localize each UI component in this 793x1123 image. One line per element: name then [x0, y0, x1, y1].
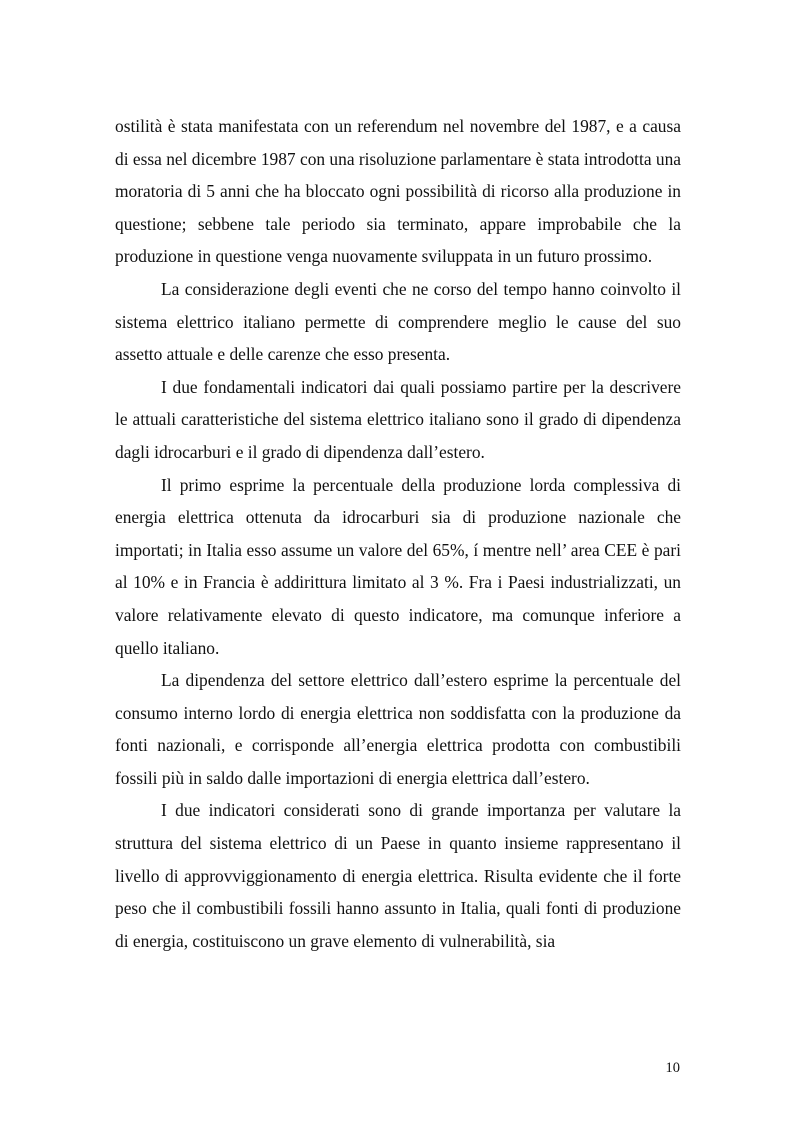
paragraph: Il primo esprime la percentuale della produzione lorda complessiva di energia elettrica ottenuta da idrocarburi sia di produzione nazionale che importati; in Italia esso assume un valore del 65%, í mentre nell’ area CEE è pari al 10% e in Francia è addirittura limitato al 3 %. Fra i Paesi industrializzati, un valore relativamente elevato di questo indicatore, ma comunque inferiore a quello italiano.	[115, 474, 681, 658]
paragraph-continuation: ostilità è stata manifestata con un referendum nel novembre del 1987, e a causa di essa nel dicembre 1987 con una risoluzione parlamentare è stata introdotta una moratoria di 5 anni che ha bloccato ogni possibilità di ricorso alla produzione in questione; sebbene tale periodo sia terminato, appare improbabile che la produzione in questione venga nuovamente sviluppata in un futuro prossimo.	[115, 116, 681, 267]
body-text	[115, 110, 681, 957]
paragraph: La dipendenza del settore elettrico dall’estero esprime la percentuale del consumo interno lordo di energia elettrica non soddisfatta con la produzione da fonti nazionali, e corrisponde all’energia elettrica prodotta con combustibili fossili più in saldo dalle importazioni di energia elettrica dall’estero.	[115, 670, 681, 788]
page-number: 10	[665, 1060, 680, 1076]
paragraph: I due fondamentali indicatori dai quali possiamo partire per la descrivere le attuali caratteristiche del sistema elettrico italiano sono il grado di dipendenza dagli idrocarburi e il grado di dipendenza dall’estero.	[115, 376, 681, 462]
paragraph: I due indicatori considerati sono di grande importanza per valutare la struttura del sistema elettrico di un Paese in quanto insieme rappresentano il livello di approvviggionamento di energia elettrica. Risulta evidente che il forte peso che il combustibili fossili hanno assunto in Italia, quali fonti di produzione di energia, costituiscono un grave elemento di vulnerabilità, sia	[115, 800, 681, 951]
paragraph: La considerazione degli eventi che ne corso del tempo hanno coinvolto il sistema elettrico italiano permette di comprendere meglio le cause del suo assetto attuale e delle carenze che esso presenta.	[115, 278, 681, 365]
